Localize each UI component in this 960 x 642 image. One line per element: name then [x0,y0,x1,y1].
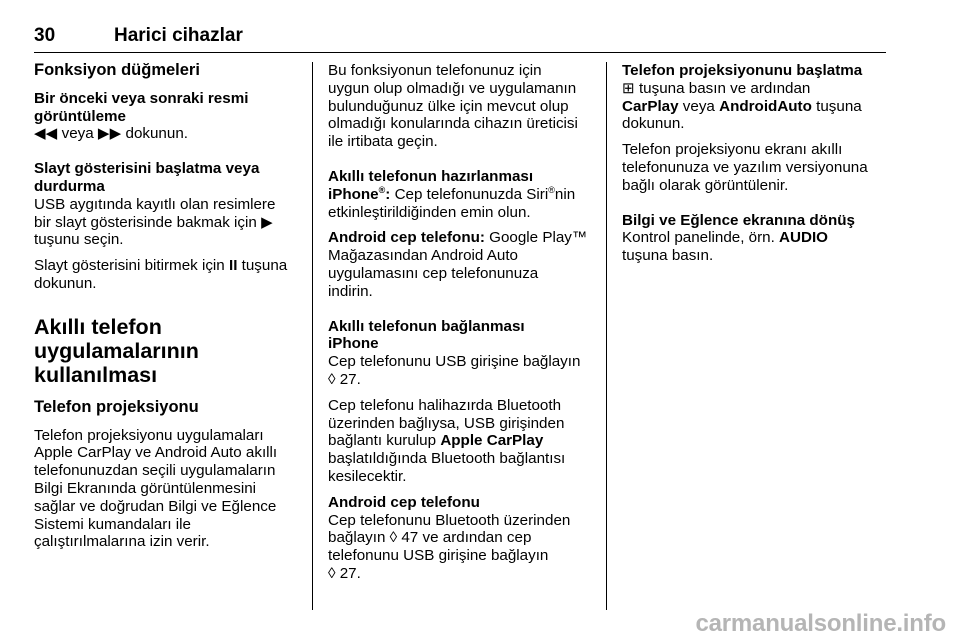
subheading-connect-android: Android cep telefonu [328,493,480,511]
page-header [34,22,886,53]
page-ref-link[interactable]: ◊ 47 [389,529,419,547]
registered-icon: ® [548,184,555,195]
watermark: carmanualsonline.info [695,610,946,637]
column-divider-2 [606,62,607,610]
paragraph-slideshow-stop: Slayt gösterisini bitirmek için II tuşuna dokunun. [34,257,288,292]
apps-grid-icon: ⊞ [622,79,635,97]
page-ref-link[interactable]: ◊ 27. [328,564,361,582]
pause-icon: II [228,257,238,275]
paragraph-android-prep: Android cep telefonu: Google Play™ Mağazasından Android Auto uygulamasını cep telefonunuza indirin. [328,229,588,300]
subheading-return-infotainment: Bilgi ve Eğlence ekranına dönüş [622,211,855,229]
subheading-connect-smartphone: Akıllı telefonun bağlanması [328,317,525,335]
column-divider-1 [312,62,313,610]
subheading-prev-next: Bir önceki veya sonraki resmi görüntüleme [34,89,249,125]
subheading-slideshow: Slayt gösterisini başlatma veya durdurma [34,160,260,195]
column-1 [34,62,296,559]
paragraph-bluetooth-note: Cep telefonu halihazırda Bluetooth üzerinden bağlıysa, USB girişinden bağlantı kurulup Apple CarPlay başlatıldığında Bluetooth bağlantısı kesilecektir. [328,396,566,485]
fast-forward-icon: ▶▶ [97,125,122,143]
paragraph-prev-next: ◀◀ veya ▶▶ dokunun. [34,125,188,143]
page-ref-link[interactable]: ◊ 27. [328,370,361,388]
section-title-phone-projection: Telefon projeksiyonu [34,397,199,416]
chapter-heading-smartphone-apps: Akıllı telefon uygulamalarının kullanılması [34,314,199,387]
section-title-function-buttons: Fonksiyon düğmeleri [34,61,200,79]
column-3 [622,62,888,273]
chapter-title: Harici cihazlar [114,25,243,46]
paragraph-projection-screen: Telefon projeksiyonu ekranı akıllı telefonunuza ve yazılım versiyonuna bağlı olarak görüntülenir. [622,141,868,194]
paragraph-projection: Telefon projeksiyonu uygulamaları Apple CarPlay ve Android Auto akıllı telefonunuzdan seçili uygulamaların Bilgi Ekranında görüntülenmesini sağlar ve doğrudan Bilgi ve Eğlence Sistemi kumandaları ile çalıştırılmalarına izin verir. [34,426,278,551]
subheading-prepare-smartphone: Akıllı telefonun hazırlanması [328,167,534,185]
paragraph-return-infotainment: Kontrol panelinde, örn. AUDIO tuşuna basın. [622,229,828,265]
rewind-icon: ◀◀ [34,125,58,143]
paragraph-intro: Bu fonksiyonun telefonunuz için uygun olup olmadığı ve uygulamanın bulunduğunuz ülke için mevcut olup olmadığı konularında cihazın üreticisi ile irtibata geçin. [328,62,578,151]
paragraph-start-projection: ⊞ tuşuna basın ve ardından CarPlay veya AndroidAuto tuşuna dokunun. [622,79,862,133]
page-number: 30 [34,25,56,46]
paragraph-iphone-prep: iPhone®: Cep telefonunuzda Siri®nin etkinleştirildiğinden emin olun. [328,184,576,221]
paragraph-connect-iphone: Cep telefonunu USB girişine bağlayın ◊ 27. [328,353,581,388]
column-2 [328,62,594,591]
subheading-connect-iphone: iPhone [328,335,379,353]
paragraph-connect-android: Cep telefonunu Bluetooth üzerinden bağlayın ◊ 47 ve ardından cep telefonunu USB girişine bağlayın ◊ 27. [328,511,571,582]
paragraph-slideshow-start: USB aygıtında kayıtlı olan resimlere bir slayt gösterisinde bakmak için ▶ tuşunu seçin. [34,195,276,249]
subheading-start-projection: Telefon projeksiyonunu başlatma [622,62,863,79]
play-icon: ▶ [261,213,273,231]
